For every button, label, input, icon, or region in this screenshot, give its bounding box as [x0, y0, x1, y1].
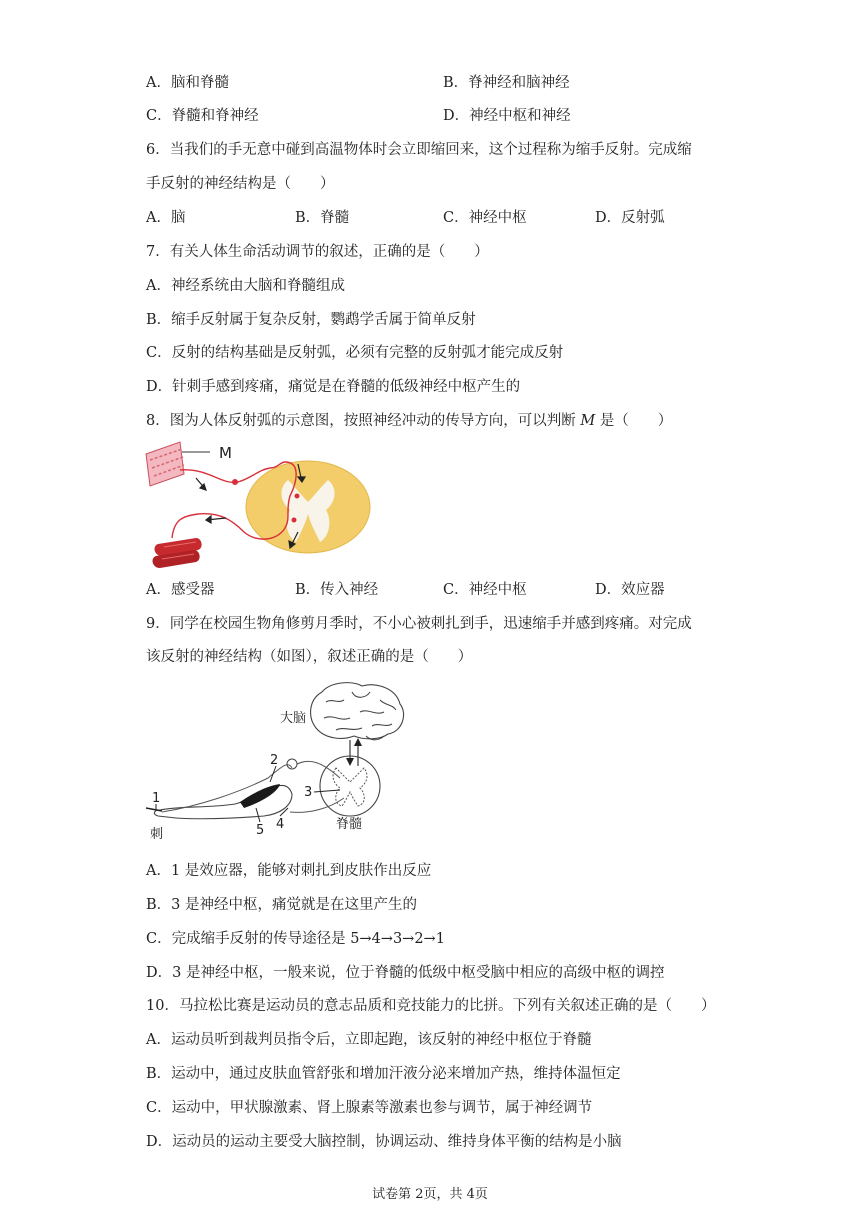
q9-option-d: D．3 是神经中枢，一般来说，位于脊髓的低级中枢受脑中相应的高级中枢的调控	[146, 965, 665, 981]
skin-receptor-icon	[146, 442, 184, 486]
q8-stem-var: M	[580, 413, 596, 429]
q7-stem: 7．有关人体生命活动调节的叙述，正确的是（ ）	[146, 244, 489, 260]
synapse-icon	[295, 494, 300, 499]
up-arrow-icon	[354, 738, 362, 746]
q6-option-c: C．神经中枢	[443, 210, 527, 226]
q9-option-c: C．完成缩手反射的传导途径是 5→4→3→2→1	[146, 931, 445, 947]
q9-stem-line1: 9．同学在校园生物角修剪月季时，不小心被刺扎到手，迅速缩手并感到疼痛。对完成	[146, 616, 692, 632]
q5-option-b: B．脊神经和脑神经	[443, 75, 570, 91]
brain-icon	[311, 683, 404, 740]
q10-stem: 10．马拉松比赛是运动员的意志品质和竞技能力的比拼。下列有关叙述正确的是（ ）	[146, 998, 716, 1014]
page-footer: 试卷第 2页，共 4页	[372, 1187, 488, 1202]
m-label: M	[219, 444, 232, 462]
q8-option-c: C．神经中枢	[443, 582, 527, 598]
q8-stem	[146, 411, 672, 431]
spinal-cord-label: 脊髓	[336, 817, 363, 832]
q10-option-a: A．运动员听到裁判员指令后，立即起跑，该反射的神经中枢位于脊髓	[146, 1032, 592, 1048]
brain-label: 大脑	[280, 711, 307, 726]
q7-option-c: C．反射的结构基础是反射弧，必须有完整的反射弧才能完成反射	[146, 345, 564, 361]
reflex-arc-figure	[140, 440, 380, 575]
q9-option-b: B．3 是神经中枢，痛觉就是在这里产生的	[146, 897, 417, 913]
q9-stem-line2: 该反射的神经结构（如图），叙述正确的是（ ）	[146, 649, 473, 665]
q8-option-a: A．感受器	[146, 582, 215, 598]
label-1: 1	[152, 791, 161, 806]
q6-stem-line1: 6．当我们的手无意中碰到高温物体时会立即缩回来，这个过程称为缩手反射。完成缩	[146, 142, 692, 158]
q8-stem-post: 是（ ）	[599, 413, 673, 429]
synapse-icon	[292, 518, 297, 523]
q7-option-d: D．针刺手感到疼痛，痛觉是在脊髓的低级神经中枢产生的	[146, 379, 521, 395]
q5-option-d: D．神经中枢和神经	[443, 108, 571, 124]
q6-option-b: B．脊髓	[295, 210, 350, 226]
q8-stem-pre: 8．图为人体反射弧的示意图，按照神经冲动的传导方向，可以判断	[146, 413, 576, 429]
label-2: 2	[270, 753, 279, 768]
q9-option-a: A．1 是效应器，能够对刺扎到皮肤作出反应	[146, 863, 432, 879]
q10-option-d: D．运动员的运动主要受大脑控制，协调运动、维持身体平衡的结构是小脑	[146, 1134, 622, 1150]
q8-option-d: D．效应器	[595, 582, 665, 598]
neuron-body-icon	[232, 479, 238, 485]
q7-option-b: B．缩手反射属于复杂反射，鹦鹉学舌属于简单反射	[146, 312, 476, 328]
reflex-pathway-figure	[140, 678, 420, 848]
q6-stem-line2: 手反射的神经结构是（ ）	[146, 176, 335, 192]
q8-option-b: B．传入神经	[295, 582, 379, 598]
q7-option-a: A．神经系统由大脑和脊髓组成	[146, 278, 345, 294]
q6-option-d: D．反射弧	[595, 210, 665, 226]
q10-option-b: B．运动中，通过皮肤血管舒张和增加汗液分泌来增加产热，维持体温恒定	[146, 1066, 621, 1082]
q10-option-c: C．运动中，甲状腺激素、肾上腺素等激素也参与调节，属于神经调节	[146, 1100, 593, 1116]
muscle-effector-icon	[153, 538, 202, 568]
q5-option-a: A．脑和脊髓	[146, 75, 229, 91]
label-3: 3	[304, 785, 313, 800]
down-arrow-icon	[346, 758, 354, 766]
label-4: 4	[276, 817, 285, 832]
label-5: 5	[256, 823, 265, 838]
thorn-label: 刺	[150, 827, 164, 842]
q5-option-c: C．脊髓和脊神经	[146, 108, 259, 124]
q6-option-a: A．脑	[146, 210, 186, 226]
